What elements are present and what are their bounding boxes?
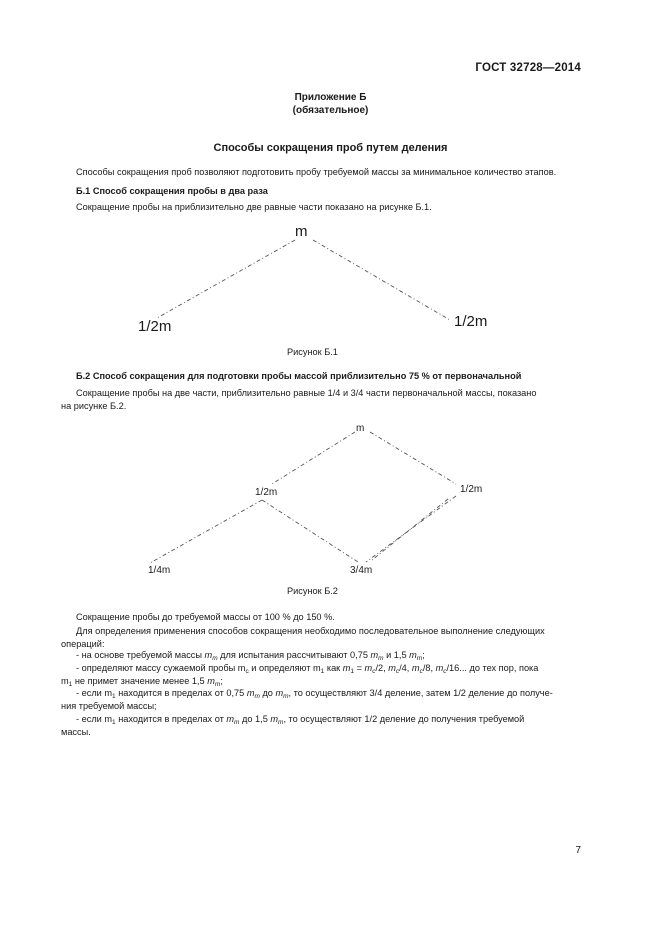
fig2-mid-right-label: 1/2m — [460, 484, 483, 495]
fig1-line-left — [157, 240, 295, 318]
fig2-line-left-quarter — [150, 500, 262, 563]
fig2-top-label: m — [356, 423, 365, 434]
fig1-right-label: 1/2m — [454, 313, 488, 330]
fig1-caption: Рисунок Б.1 — [287, 347, 338, 357]
page-number: 7 — [575, 845, 581, 856]
section1-text: Сокращение пробы на приблизительно две равные части показано на рисунке Б.1. — [76, 202, 432, 212]
fig2-line-m-right — [370, 432, 456, 484]
body-p2-line2: операций: — [61, 639, 105, 649]
fig1-left-label: 1/2m — [138, 318, 172, 335]
appendix-label: Приложение Б — [294, 92, 367, 103]
fig2-bottom-center-label: 3/4m — [350, 565, 373, 576]
list-item-1: - на основе требуемой массы $m_m$ для испытания рассчитывают 0,75 $m_m$ и 1,5 $m_m$; — [76, 650, 425, 662]
fig2-line-left-threequarter — [262, 500, 358, 562]
section2-text-line1: Сокращение пробы на две части, приблизительно равные 1/4 и 3/4 части первоначальной массы, показано — [76, 388, 537, 398]
list-item-3-cont: ния требуемой массы; — [61, 701, 157, 711]
list-item-4: - если $m_1$ находится в пределах от $m_m$ до 1,5 $m_m$, то осуществляют 1/2 деление до получения требуемой — [76, 714, 525, 726]
fig2-line-m-left — [272, 432, 355, 484]
fig2-mid-left-label: 1/2m — [255, 487, 278, 498]
doc-id: ГОСТ 32728—2014 — [475, 62, 581, 74]
fig1-top-label: m — [295, 223, 308, 240]
fig2-line-right-threequarter — [366, 496, 456, 562]
appendix-status: (обязательное) — [292, 105, 369, 116]
fig1-line-right — [313, 240, 450, 320]
page-title: Способы сокращения проб путем деления — [213, 142, 448, 154]
list-item-3: - если $m_1$ находится в пределах от 0,75 $m_m$ до $m_m$, то осуществляют 3/4 деление, затем 1/2 деление до получе- — [76, 688, 553, 700]
section2-text-line2: на рисунке Б.2. — [61, 401, 127, 411]
list-item-2: - определяют массу сужаемой пробы $m_c$ и определяют $m_1$ как $m_1 = m_c/2$, $m_c/4$, $m_c/8$, $m_c/16$... до тех пор, пока — [76, 663, 539, 675]
list-item-4-cont: массы. — [61, 727, 91, 737]
fig2-caption: Рисунок Б.2 — [287, 586, 338, 596]
body-p1: Сокращение пробы до требуемой массы от 100 % до 150 %. — [76, 612, 335, 622]
list-item-2-cont: $m_1$ не примет значение менее 1,5 $m_m$; — [61, 676, 223, 688]
section2-heading: Б.2 Способ сокращения для подготовки пробы массой приблизительно 75 % от первоначальной — [76, 371, 522, 381]
body-p2-line1: Для определения применения способов сокращения необходимо последовательное выполнение следующих — [76, 626, 545, 636]
section1-heading: Б.1 Способ сокращения пробы в два раза — [76, 186, 268, 196]
fig2-bottom-left-label: 1/4m — [148, 565, 171, 576]
intro-text: Способы сокращения проб позволяют подготовить пробу требуемой массы за минимальное количество этапов. — [76, 167, 557, 177]
